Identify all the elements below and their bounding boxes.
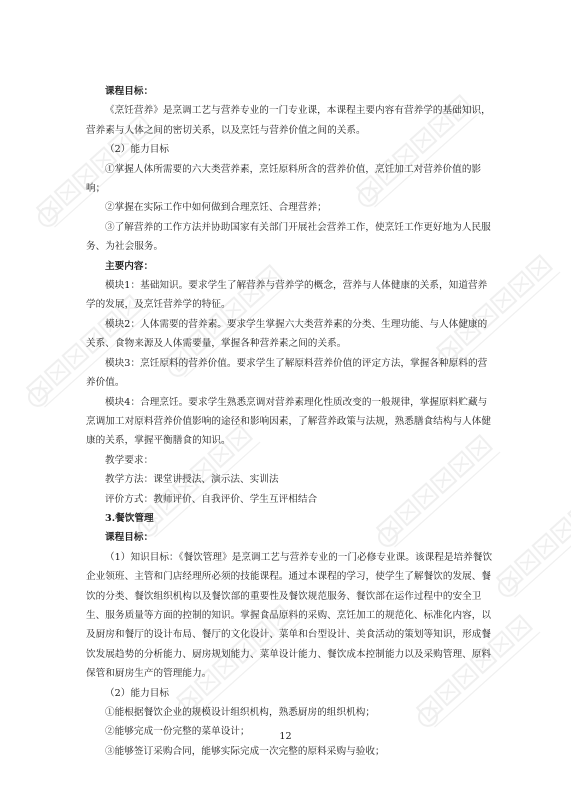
teaching-method: 教学方法：课堂讲授法、演示法、实训法 [105,474,279,486]
module-paragraph: 模块2：人体需要的营养素。要求学生掌握六大类营养素的分类、生理功能、与人体健康的关系、食物来源及人体需要量，掌握各种营养素之间的关系。 [86,318,488,350]
section-title: 3.餐饮管理 [105,512,154,524]
list-item: ③能够签订采购合同，能够实际完成一次完整的原料采购与验收； [105,745,385,757]
document-body [86,82,496,761]
list-item: ②能够完成一份完整的菜单设计； [105,726,250,738]
list-item: ①能根据餐饮企业的规模设计组织机构，熟悉厨房的组织机构； [105,707,376,718]
heading-main-content: 主要内容： [105,260,154,272]
list-item: ③了解营养的工作方法并协助国家有关部门开展社会营养工作，使烹饪工作更好地为人民服务、为社会服务。 [86,221,491,253]
module-paragraph: 模块4：合理烹饪。要求学生熟悉烹调对营养素理化性质改变的一般规律，掌握原料贮藏与烹调加工对原料营养价值影响的途径和影响因素，了解营养政策与法规，熟悉膳食结构与人体健康的关系，掌握平衡膳食的知识。 [86,396,492,447]
evaluation-method: 评价方式：教师评价、自我评价、学生互评相结合 [105,493,318,505]
subheading-ability-goal: （2）能力目标 [105,687,170,699]
subheading-ability-goal: （2）能力目标 [105,144,170,156]
list-item: ①掌握人体所需要的六大类营养素，烹饪原料所含的营养价值，烹饪加工对营养价值的影响； [86,163,482,195]
heading-course-goal: 课程目标： [105,532,154,544]
module-paragraph: 模块3：烹饪原料的营养价值。要求学生了解原料营养价值的评定方法，掌握各种原料的营养价值。 [86,357,488,389]
list-item: ②掌握在实际工作中如何做到合理烹饪、合理营养； [105,202,327,214]
paragraph-knowledge-goal: （1）知识目标：《餐饮管理》是烹调工艺与营养专业的一门必修专业课。该课程是培养餐饮企业领班、主管和门店经理所必须的技能课程。通过本课程的学习，使学生了解餐饮的发展、餐饮的分类、餐饮组织机构以及餐饮部的重要性及餐饮规范服务、餐饮部在运作过程中的安全卫生、服务质量等方面的控制的知识。掌握食品原料的采购、烹饪加工的规范化、标准化内容，以及厨房和餐厅的设计布局、餐厅的文化设计、菜单和台型设计、美食活动的策划等知识，形成餐饮发展趋势的分析能力、厨房规划能力、菜单设计能力、餐饮成本控制能力以及采购管理、原料保管和厨房生产的管理能力。 [86,551,493,680]
paragraph-intro: 《烹饪营养》是烹调工艺与营养专业的一门专业课，本课程主要内容有营养学的基础知识，营养素与人体之间的密切关系，以及烹饪与营养价值之间的关系。 [86,105,491,136]
heading-course-goal: 课程目标： [105,86,154,97]
watermark-seal [487,472,571,609]
page-number: 12 [279,731,292,742]
heading-teaching-requirements: 教学要求： [105,454,154,466]
module-paragraph: 模块1：基础知识。要求学生了解营养与营养学的概念，营养与人体健康的关系，知道营养学的发展，及烹饪营养学的特征。 [86,280,488,311]
